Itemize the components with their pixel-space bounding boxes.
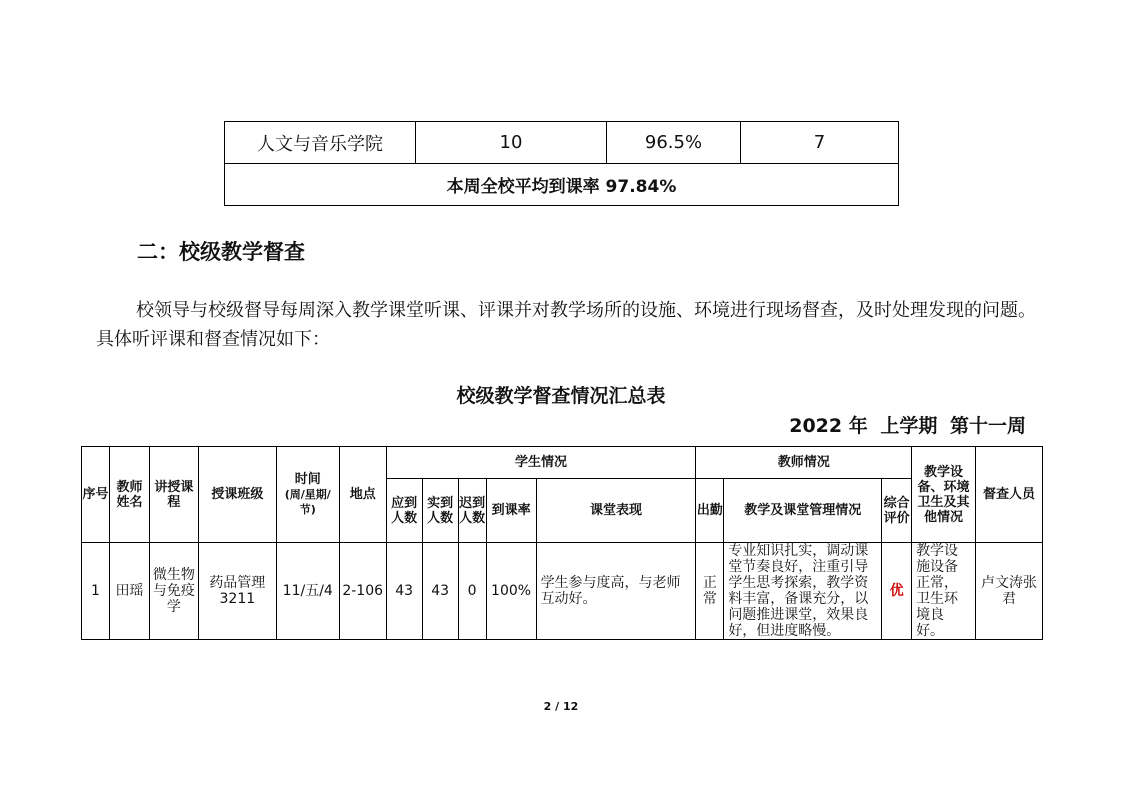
cell-teacher: 田瑶 — [109, 543, 149, 640]
rate-cell: 96.5% — [607, 122, 741, 164]
header-actual: 实到人数 — [422, 479, 458, 543]
header-performance: 课堂表现 — [536, 479, 696, 543]
header-late: 迟到人数 — [458, 479, 486, 543]
header-time-label: 时间 — [294, 472, 321, 487]
cell-expected: 43 — [386, 543, 422, 640]
header-row — [82, 447, 1043, 479]
header-time-note: (周/星期/节) — [284, 488, 331, 516]
header-attendance: 出勤 — [696, 479, 724, 543]
header-place: 地点 — [339, 447, 386, 543]
section-heading: 二：校级教学督查 — [137, 240, 305, 264]
term-semester: 上学期 — [880, 415, 938, 437]
term-line — [783, 411, 1026, 438]
count-cell: 10 — [416, 122, 607, 164]
cell-course: 微生物与免疫学 — [149, 543, 198, 640]
table-row — [82, 543, 1043, 640]
header-facility: 教学设备、环境卫生及其他情况 — [912, 447, 976, 543]
header-evaluation: 综合评价 — [882, 479, 912, 543]
header-teacher-group: 教师情况 — [696, 447, 912, 479]
cell-performance: 学生参与度高，与老师互动好。 — [536, 543, 696, 640]
cell-seq: 1 — [82, 543, 110, 640]
cell-supervisor: 卢文涛张君 — [976, 543, 1043, 640]
cell-late: 0 — [458, 543, 486, 640]
term-year: 2022 年 — [789, 415, 868, 437]
header-supervisor: 督查人员 — [976, 447, 1043, 543]
cell-evaluation: 优 — [882, 543, 912, 640]
header-time — [276, 447, 339, 543]
summary-row — [225, 164, 899, 206]
cell-class: 药品管理3211 — [198, 543, 276, 640]
cell-facility: 教学设施设备正常，卫生环境良好。 — [912, 543, 976, 640]
supervision-table — [81, 446, 1043, 640]
header-seq: 序号 — [82, 447, 110, 543]
header-class: 授课班级 — [198, 447, 276, 543]
header-management: 教学及课堂管理情况 — [724, 479, 882, 543]
header-expected: 应到人数 — [386, 479, 422, 543]
summary-table-title: 校级教学督查情况汇总表 — [456, 385, 666, 407]
header-teacher: 教师姓名 — [109, 447, 149, 543]
header-course: 讲授课程 — [149, 447, 198, 543]
college-cell: 人文与音乐学院 — [225, 122, 416, 164]
cell-actual: 43 — [422, 543, 458, 640]
header-student-group: 学生情况 — [386, 447, 696, 479]
average-attendance: 本周全校平均到课率 97.84% — [225, 164, 899, 206]
cell-place: 2-106 — [339, 543, 386, 640]
page-number: 2 / 12 — [543, 700, 579, 713]
table-row — [225, 122, 899, 164]
intro-paragraph: 校领导与校级督导每周深入教学课堂听课、评课并对教学场所的设施、环境进行现场督查，及时处理发现的问题。具体听评课和督查情况如下： — [96, 300, 1036, 350]
cell-time: 11/五/4 — [276, 543, 339, 640]
attendance-table — [224, 121, 899, 206]
other-cell: 7 — [741, 122, 899, 164]
cell-rate: 100% — [486, 543, 536, 640]
term-week: 第十一周 — [949, 415, 1026, 437]
header-rate: 到课率 — [486, 479, 536, 543]
cell-attendance: 正常 — [696, 543, 724, 640]
cell-management: 专业知识扎实，调动课堂节奏良好，注重引导学生思考探索，教学资料丰富，备课充分，以问题推进课堂，效果良好，但进度略慢。 — [724, 543, 882, 640]
